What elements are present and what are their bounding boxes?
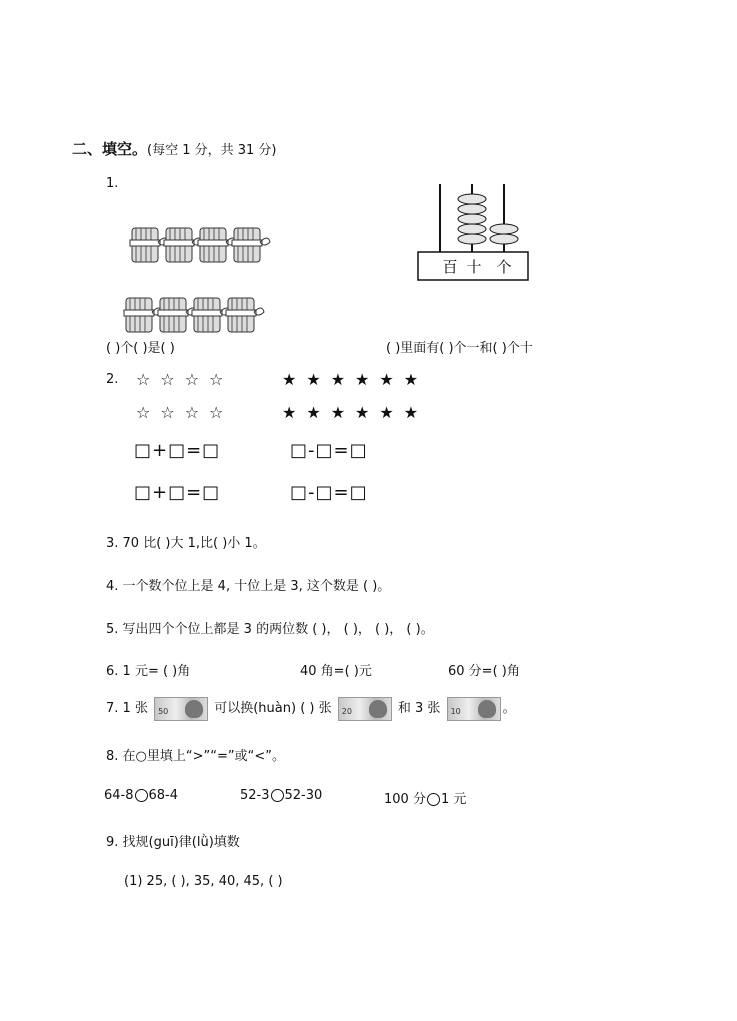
addition-blank-1: □+□=□ <box>134 440 221 461</box>
addition-blank-2: □+□=□ <box>134 482 221 503</box>
banknote-20-value: 20 <box>341 706 352 716</box>
hollow-stars-row1: ☆☆☆☆ <box>136 370 234 389</box>
q8-item-1 <box>104 788 178 803</box>
banknote-10-icon <box>447 697 501 721</box>
q1-number: 1. <box>106 176 119 191</box>
q4-text: 4. 一个数个位上是 4, 十位上是 3, 这个数是 ( )。 <box>106 579 391 594</box>
q6-part-c: 60 分=( )角 <box>448 664 520 679</box>
q5-text: 5. 写出四个个位上都是 3 的两位数 ( )， ( )， ( )， ( )。 <box>106 622 434 637</box>
q3-text: 3. 70 比( )大 1,比( )小 1。 <box>106 536 266 551</box>
subtraction-blank-1: □-□=□ <box>290 440 368 461</box>
banknote-50-icon <box>154 697 208 721</box>
q8-item-3-right: 1 元 <box>440 792 467 807</box>
stick-bundles-top <box>128 214 278 266</box>
q9-sub1: (1) 25, ( ), 35, 40, 45, ( ) <box>124 874 283 889</box>
compare-circle[interactable] <box>427 793 440 806</box>
q8-item-1-left: 64-8 <box>104 788 134 803</box>
compare-circle[interactable] <box>135 789 148 802</box>
compare-circle[interactable] <box>271 789 284 802</box>
abacus-label-ones: 个 <box>496 258 512 276</box>
q8-item-2 <box>240 788 322 803</box>
abacus-label-tens: 十 <box>466 258 482 276</box>
q8-item-1-right: 68-4 <box>148 788 179 803</box>
q1-right-caption: ( )里面有( )个一和( )个十 <box>386 341 533 356</box>
q9-text: 9. 找规(guī)律(lǜ)填数 <box>106 835 240 850</box>
q2-number: 2. <box>106 372 119 387</box>
stick-bundle-icon <box>130 228 168 262</box>
solid-stars-row1: ★★★★★★ <box>282 370 429 389</box>
q8-text: 8. 在○里填上“>”“=”或“<”。 <box>106 749 285 764</box>
q1-left-caption: ( )个( )是( ) <box>106 341 175 356</box>
q7-prefix: 7. 1 张 <box>106 701 148 716</box>
abacus-figure <box>416 182 532 282</box>
section-title-text: 二、填空。 <box>72 140 148 158</box>
q7-end: 。 <box>502 701 516 716</box>
stick-bundles-bottom <box>122 282 272 338</box>
hollow-stars-row2: ☆☆☆☆ <box>136 403 234 422</box>
q6-part-a: 6. 1 元= ( )角 <box>106 664 191 679</box>
q8-item-2-right: 52-30 <box>284 788 323 803</box>
q8-item-3 <box>384 788 466 807</box>
section-title <box>72 138 277 159</box>
q7-middle: 可以换(huàn) ( ) 张 <box>214 701 332 716</box>
solid-stars-row2: ★★★★★★ <box>282 403 429 422</box>
q7-and: 和 3 张 <box>397 701 441 716</box>
subtraction-blank-2: □-□=□ <box>290 482 368 503</box>
banknote-50-value: 50 <box>158 706 169 716</box>
section-note: (每空 1 分，共 31 分) <box>147 143 277 158</box>
banknote-10-value: 10 <box>450 706 461 716</box>
q6-part-b: 40 角=( )元 <box>300 664 372 679</box>
q8-item-3-left: 100 分 <box>384 792 426 807</box>
q8-item-2-left: 52-3 <box>240 788 270 803</box>
banknote-20-icon <box>338 697 392 721</box>
q7-line <box>106 696 516 722</box>
abacus-label-hundreds: 百 <box>442 258 458 276</box>
